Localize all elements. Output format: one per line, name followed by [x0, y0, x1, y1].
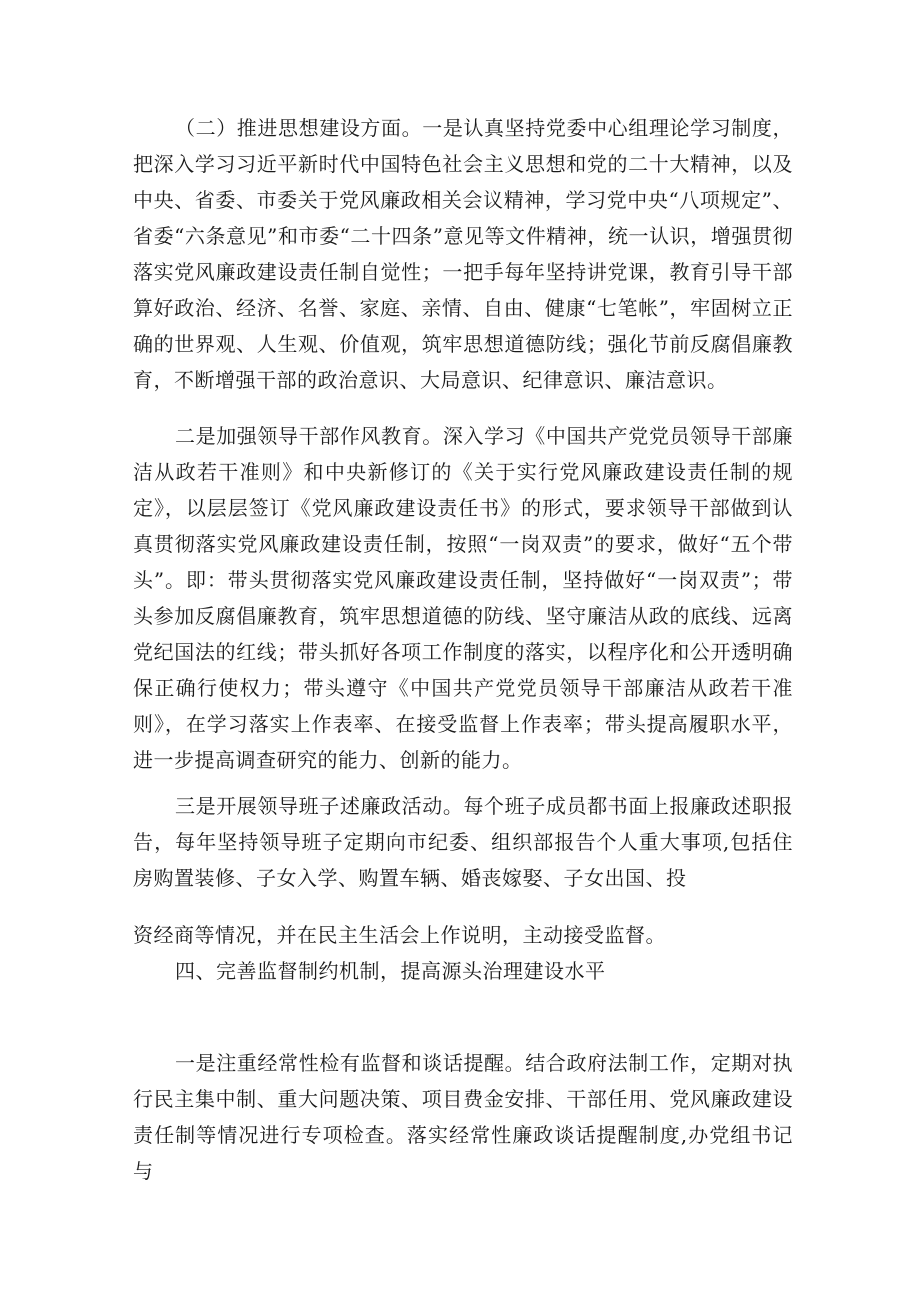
paragraph-integrity-report-continuation: 资经商等情况，并在民主生活会上作说明，主动接受监督。 [133, 923, 666, 947]
paragraph-ideological-building: （二）推进思想建设方面。一是认真坚持党委中心组理论学习制度，把深入学习习近平新时代中国特色社会主义思想和党的二十大精神，以及中央、省委、市委关于党风廉政相关会议精神，学习党中央“八项规定”、省委“六条意见”和市委“二十四条”意见等文件精神，统一认识，增强贯彻落实党风廉政建设责任制自觉性；一把手每年坚持讲党课，教育引导干部算好政治、经济、名誉、家庭、亲情、自由、健康“七笔帐”，牢固树立正确的世界观、人生观、价值观，筑牢思想道德防线；强化节前反腐倡廉教育，不断增强干部的政治意识、大局意识、纪律意识、廉洁意识。 [133, 116, 793, 392]
paragraph-leadership-style-education: 二是加强领导干部作风教育。深入学习《中国共产党党员领导干部廉洁从政若干准则》和中央新修订的《关于实行党风廉政建设责任制的规定》，以层层签订《党风廉政建设责任书》的形式，要求领导干部做到认真贯彻落实党风廉政建设责任制，按照“一岗双责”的要求，做好“五个带头”。即：带头贯彻落实党风廉政建设责任制，坚持做好“一岗双责”；带头参加反腐倡廉教育，筑牢思想道德的防线、坚守廉洁从政的底线、远离党纪国法的红线；带头抓好各项工作制度的落实，以程序化和公开透明确保正确行使权力；带头遵守《中国共产党党员领导干部廉洁从政若干准则》，在学习落实上作表率、在接受监督上作表率；带头提高履职水平，进一步提高调查研究的能力、创新的能力。 [133, 424, 793, 772]
paragraph-integrity-report-activity: 三是开展领导班子述廉政活动。每个班子成员都书面上报廉政述职报告，每年坚持领导班子定期向市纪委、组织部报告个人重大事项,包括住房购置装修、子女入学、购置车辆、婚丧嫁娶、子女出国、投 [133, 794, 793, 890]
section-heading-supervision: 四、完善监督制约机制，提高源头治理建设水平 [175, 959, 606, 983]
paragraph-regular-supervision: 一是注重经常性检有监督和谈话提醒。结合政府法制工作，定期对执行民主集中制、重大问题决策、项目费金安排、干部任用、党风廉政建设责任制等情况进行专项检查。落实经常性廉政谈话提醒制度,办党组书记与 [133, 1051, 793, 1183]
